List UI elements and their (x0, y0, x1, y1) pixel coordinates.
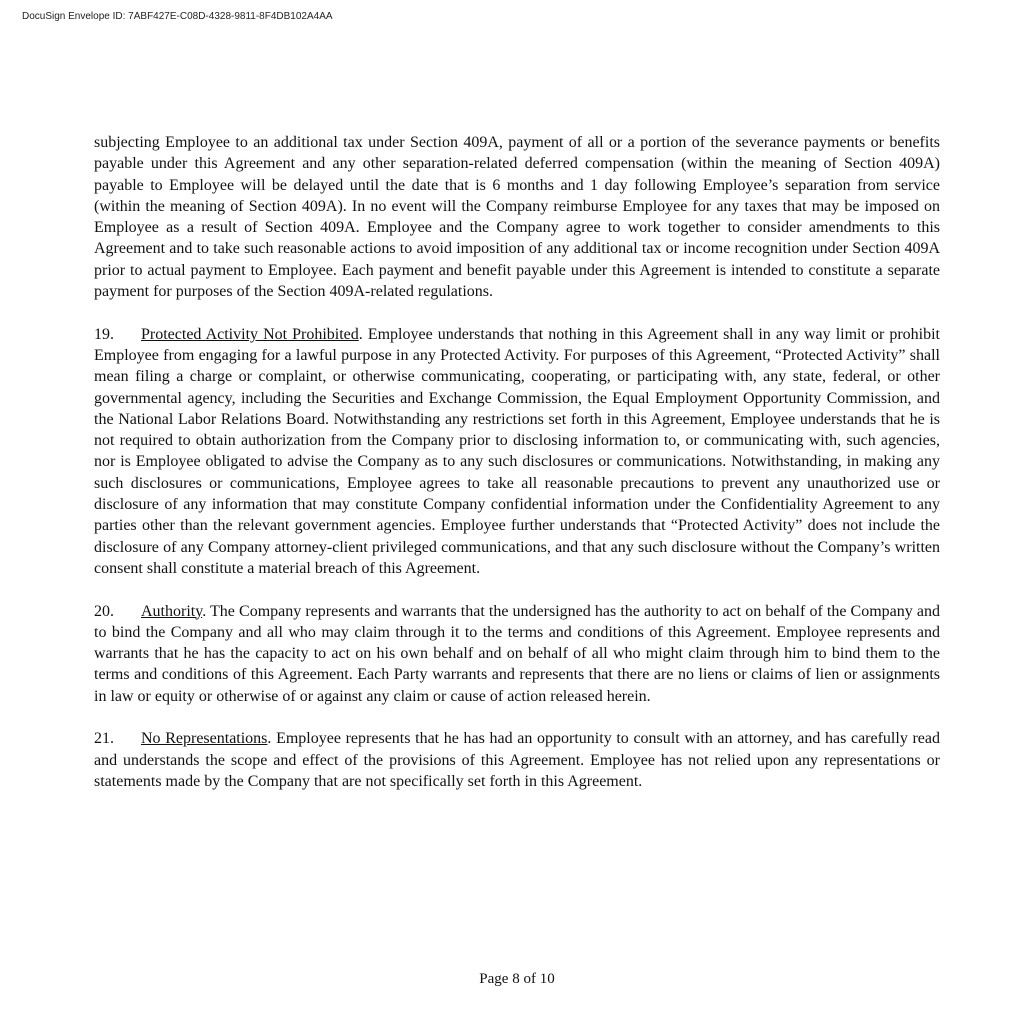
section-21-heading: No Representations (141, 730, 268, 748)
section-20-number: 20. (94, 602, 114, 620)
section-19-heading: Protected Activity Not Prohibited (141, 325, 359, 343)
section-19 (94, 324, 940, 580)
paragraph-continuation: subjecting Employee to an additional tax under Section 409A, payment of all or a portion of the severance payments or benefits payable under this Agreement and any other separation-related deferred compensation (within the meaning of Section 409A) payable to Employee will be delayed until the date that is 6 months and 1 day following Employee’s separation from service (within the meaning of Section 409A). In no event will the Company reimburse Employee for any taxes that may be imposed on Employee as a result of Section 409A. Employee and the Company agree to work together to consider amendments to this Agreement and to take such reasonable actions to avoid imposition of any additional tax or income recognition under Section 409A prior to actual payment to Employee. Each payment and benefit payable under this Agreement is intended to constitute a separate payment for purposes of the Section 409A-related regulations. (94, 134, 940, 301)
section-20-text: . The Company represents and warrants that the undersigned has the authority to act on behalf of the Company and to bind the Company and all who may claim through it to the terms and conditions of this Agreement. Employee represents and warrants that he has the capacity to act on his own behalf and on behalf of all who might claim through him to bind them to the terms and conditions of this Agreement. Each Party warrants and represents that there are no liens or claims of lien or assignments in law or equity or otherwise of or against any claim or cause of action released herein. (94, 602, 940, 705)
section-19-text: . Employee understands that nothing in this Agreement shall in any way limit or prohibit Employee from engaging for a lawful purpose in any Protected Activity. For purposes of this Agreement, “Protected Activity” shall mean filing a charge or complaint, or otherwise communicating, cooperating, or participating with, any state, federal, or other governmental agency, including the Securities and Exchange Commission, the Equal Employment Opportunity Commission, and the National Labor Relations Board. Notwithstanding any restrictions set forth in this Agreement, Employee understands that he is not required to obtain authorization from the Company prior to disclosing information to, or communicating with, such agencies, nor is Employee obligated to advise the Company as to any such disclosures or communications. Notwithstanding, in making any such disclosures or communications, Employee agrees to take all reasonable precautions to prevent any unauthorized use or disclosure of any information that may constitute Company confidential information under the Confidentiality Agreement to any parties other than the relevant government agencies. Employee further understands that “Protected Activity” does not include the disclosure of any Company attorney-client privileged communications, and that any such disclosure without the Company’s written consent shall constitute a material breach of this Agreement. (94, 325, 941, 577)
page-number: Page 8 of 10 (479, 971, 555, 987)
section-19-number: 19. (94, 325, 114, 343)
section-20-heading: Authority (141, 602, 203, 620)
section-20 (94, 601, 940, 707)
document-body (94, 132, 940, 814)
section-21-text: . Employee represents that he has had an opportunity to consult with an attorney, and has carefully read and understands the scope and effect of the provisions of this Agreement. Employee has not relied upon any representations or statements made by the Company that are not specifically set forth in this Agreement. (94, 730, 941, 790)
docusign-envelope-id: DocuSign Envelope ID: 7ABF427E-C08D-4328-9811-8F4DB102A4AA (22, 11, 333, 22)
section-21-number: 21. (94, 730, 114, 748)
section-21 (94, 728, 940, 792)
